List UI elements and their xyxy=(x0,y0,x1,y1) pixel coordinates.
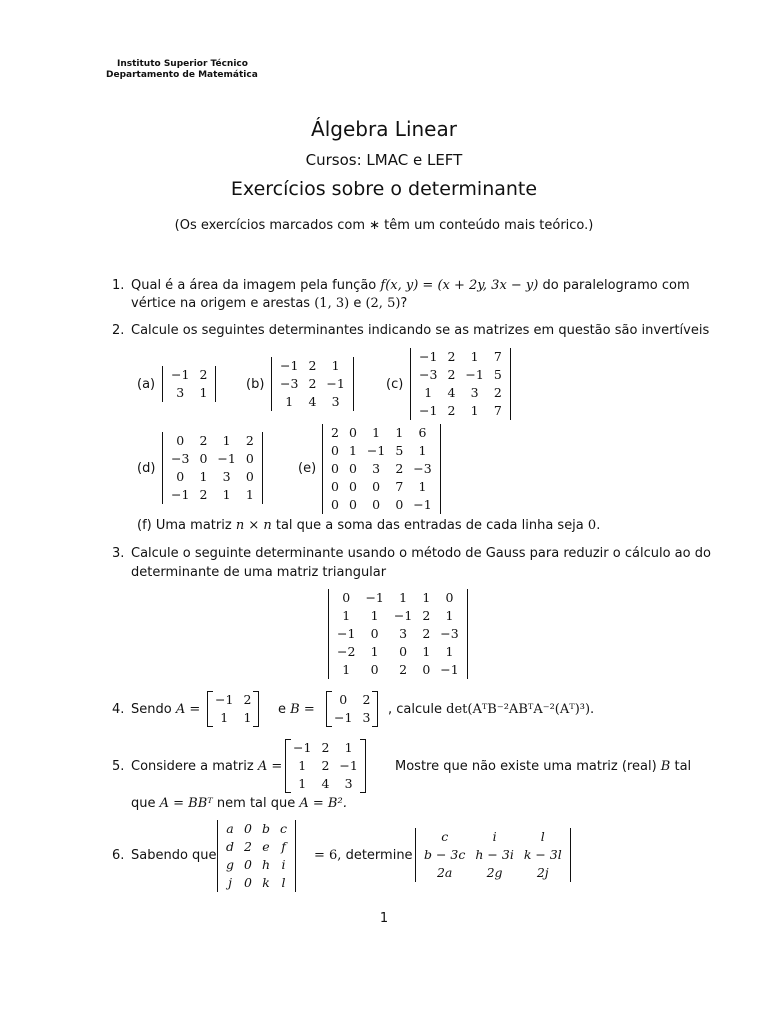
matrix-cell: 2 xyxy=(244,839,252,854)
matrix-e xyxy=(322,424,441,514)
f-math-1: n × n xyxy=(235,518,272,533)
matrix-cell: 2 xyxy=(422,608,431,623)
matrix-cell: 0 xyxy=(395,497,404,512)
department-name: Departamento de Matemática xyxy=(106,70,258,80)
exercise-3-line-1: Calcule o seguinte determinante usando o método de Gauss para reduzir o cálculo ao do xyxy=(131,546,711,561)
matrix-table xyxy=(275,357,350,411)
matrix-cell: −1 xyxy=(215,692,234,707)
ex4-text-1 xyxy=(131,702,200,717)
matrix-cell: 1 xyxy=(445,644,454,659)
page-title: Álgebra Linear xyxy=(311,117,457,141)
matrix-cell: 1 xyxy=(331,358,340,373)
matrix-cell: 0 xyxy=(244,857,252,872)
matrix-row xyxy=(332,643,464,661)
matrix-cell: 1 xyxy=(422,590,431,605)
matrix-row xyxy=(221,874,292,892)
matrix-delimiters xyxy=(285,739,366,793)
exercise-2-number: 2. xyxy=(112,323,125,338)
matrix-delimiters xyxy=(410,348,511,420)
matrix-table xyxy=(419,828,567,882)
ex5-tal: tal xyxy=(674,759,692,774)
matrix-cell: −3 xyxy=(280,376,299,391)
matrix-cell: 1 xyxy=(445,608,454,623)
matrix-cell: 1 xyxy=(222,433,231,448)
matrix-row xyxy=(288,775,363,793)
matrix-cell: 6 xyxy=(418,425,427,440)
matrix-row xyxy=(221,820,292,838)
matrix-cell: 2 xyxy=(321,740,330,755)
ex1-vector-2: (2, 5) xyxy=(365,296,401,311)
matrix-d xyxy=(162,432,263,504)
matrix-cell: l xyxy=(281,875,286,890)
ex4-calcule: , calcule xyxy=(388,702,442,717)
matrix-cell: b − 3c xyxy=(424,847,466,862)
label-f: (f) xyxy=(137,518,152,533)
matrix-row xyxy=(275,393,350,411)
matrix-row xyxy=(275,357,350,375)
matrix-table xyxy=(288,739,363,793)
ex1-vector-1: (1, 3) xyxy=(314,296,350,311)
matrix-cell: 0 xyxy=(244,821,252,836)
label-c: (c) xyxy=(386,377,404,392)
matrix-delimiters xyxy=(271,357,354,411)
label-d: (d) xyxy=(137,461,156,476)
matrix-cell: −1 xyxy=(419,403,438,418)
matrix-cell: 1 xyxy=(470,403,479,418)
matrix-cell: 0 xyxy=(176,469,185,484)
matrix-cell: 0 xyxy=(245,469,254,484)
matrix-cell: 1 xyxy=(342,662,351,677)
matrix-cell: 0 xyxy=(245,451,254,466)
matrix-cell: 1 xyxy=(395,425,404,440)
f-math-2: 0 xyxy=(587,518,597,533)
matrix-table xyxy=(329,691,375,727)
matrix-cell: 2 xyxy=(321,758,330,773)
matrix-cell: 2 xyxy=(308,376,317,391)
matrix-cell: 3 xyxy=(222,469,231,484)
matrix-table xyxy=(166,432,259,504)
matrix-cell: 1 xyxy=(370,608,379,623)
matrix-cell: −3 xyxy=(413,461,432,476)
matrix-cell: 1 xyxy=(344,740,353,755)
matrix-cell: 7 xyxy=(395,479,404,494)
page-number: 1 xyxy=(379,911,389,926)
matrix-cell: c xyxy=(441,829,449,844)
matrix-cell: k − 3l xyxy=(523,847,562,862)
matrix-row xyxy=(326,496,437,514)
label-a: (a) xyxy=(137,377,156,392)
ex1-function: f(x, y) = (x + 2y, 3x − y) xyxy=(380,278,539,293)
matrix-cell: 4 xyxy=(447,385,456,400)
matrix-row xyxy=(419,846,567,864)
matrix-cell: 7 xyxy=(493,403,502,418)
matrix-cell: 0 xyxy=(422,662,431,677)
matrix-row xyxy=(419,864,567,882)
ex4-expression: det(AᵀB⁻²ABᵀA⁻²(Aᵀ)³). xyxy=(446,702,595,717)
matrix-cell: 2 xyxy=(245,433,254,448)
label-e: (e) xyxy=(298,461,317,476)
matrix-cell: i xyxy=(492,829,497,844)
ex6-determine: determine xyxy=(345,848,413,863)
matrix-row xyxy=(221,838,292,856)
section-title: Exercícios sobre o determinante xyxy=(230,178,538,200)
matrix-b xyxy=(271,357,354,411)
ex5-que: que xyxy=(131,796,156,811)
matrix-cell: 1 xyxy=(199,385,208,400)
matrix-cell: 3 xyxy=(372,461,381,476)
matrix-cell: 2 xyxy=(395,461,404,476)
matrix-cell: −1 xyxy=(293,740,312,755)
matrix-cell: 1 xyxy=(370,644,379,659)
ex4-text-2 xyxy=(278,702,315,717)
matrix-cell: 2 xyxy=(243,692,252,707)
matrix-cell: 1 xyxy=(220,710,229,725)
matrix-cell: −1 xyxy=(217,451,236,466)
matrix-table xyxy=(326,424,437,514)
matrix-cell: 0 xyxy=(348,461,357,476)
matrix-cell: 2 xyxy=(308,358,317,373)
matrix-row xyxy=(275,375,350,393)
matrix-cell: 2 xyxy=(447,349,456,364)
f-text-3: . xyxy=(596,518,601,533)
matrix-cell: 2g xyxy=(486,865,503,880)
matrix-cell: 3 xyxy=(176,385,185,400)
matrix-cell: 4 xyxy=(321,776,330,791)
matrix-c xyxy=(410,348,511,420)
matrix-cell: 0 xyxy=(244,875,252,890)
matrix-cell: 1 xyxy=(342,608,351,623)
ex4-e: e xyxy=(278,702,286,717)
exercise-1-line-1 xyxy=(131,278,690,293)
matrix-cell: −1 xyxy=(337,626,356,641)
matrix-cell: 3 xyxy=(344,776,353,791)
matrix-cell: a xyxy=(226,821,234,836)
matrix-delimiters xyxy=(162,366,216,402)
matrix-row xyxy=(329,709,375,727)
matrix-row xyxy=(210,709,256,727)
matrix-cell: 1 xyxy=(399,590,408,605)
matrix-row xyxy=(332,661,464,679)
matrix-cell: −1 xyxy=(440,662,459,677)
exercise-5-number: 5. xyxy=(112,759,125,774)
matrix-cell: 3 xyxy=(331,394,340,409)
matrix-row xyxy=(326,478,437,496)
matrix-row xyxy=(414,402,507,420)
matrix-table xyxy=(166,366,212,402)
matrix-cell: 2 xyxy=(199,487,208,502)
matrix-ex6-2 xyxy=(415,828,571,882)
matrix-row xyxy=(332,589,464,607)
matrix-row xyxy=(166,432,259,450)
matrix-cell: 0 xyxy=(445,590,454,605)
matrix-ex4-b xyxy=(326,691,378,727)
matrix-table xyxy=(414,348,507,420)
matrix-cell: h − 3i xyxy=(475,847,514,862)
matrix-cell: c xyxy=(280,821,288,836)
matrix-cell: −1 xyxy=(419,349,438,364)
matrix-cell: 0 xyxy=(331,497,339,512)
ex5-b: B xyxy=(660,759,671,774)
ex4-sendo: Sendo xyxy=(131,702,172,717)
matrix-delimiters xyxy=(207,691,259,727)
matrix-cell: −3 xyxy=(171,451,190,466)
matrix-cell: 1 xyxy=(298,776,307,791)
matrix-cell: 3 xyxy=(362,710,371,725)
matrix-cell: 0 xyxy=(348,425,357,440)
matrix-row xyxy=(166,468,259,486)
matrix-cell: −1 xyxy=(366,443,386,458)
matrix-cell: 3 xyxy=(399,626,408,641)
matrix-cell: 0 xyxy=(370,662,379,677)
matrix-table xyxy=(210,691,256,727)
matrix-cell: 2 xyxy=(493,385,502,400)
matrix-cell: 7 xyxy=(493,349,502,364)
ex4-b-eq: B = xyxy=(290,702,315,717)
matrix-cell: g xyxy=(226,857,235,872)
matrix-cell: −1 xyxy=(171,367,190,382)
matrix-row xyxy=(166,450,259,468)
matrix-delimiters xyxy=(322,424,441,514)
matrix-table xyxy=(221,820,292,892)
matrix-cell: 2 xyxy=(331,425,339,440)
institute-name: Instituto Superior Técnico xyxy=(117,59,248,69)
matrix-row xyxy=(326,424,437,442)
matrix-cell: −1 xyxy=(365,590,384,605)
label-b: (b) xyxy=(246,377,265,392)
matrix-cell: 1 xyxy=(243,710,252,725)
matrix-row xyxy=(288,739,363,757)
matrix-cell: 1 xyxy=(285,394,294,409)
matrix-cell: 2 xyxy=(199,433,208,448)
exercise-1-line-2 xyxy=(131,296,407,311)
matrix-cell: 2a xyxy=(436,865,453,880)
ex4-text-3 xyxy=(388,702,594,717)
matrix-cell: 1 xyxy=(245,487,254,502)
ex5-eq-1: A = BBᵀ xyxy=(159,796,213,811)
matrix-ex3 xyxy=(328,589,468,679)
f-text-1: Uma matriz xyxy=(155,518,232,533)
matrix-ex6-1 xyxy=(217,820,296,892)
matrix-cell: 0 xyxy=(342,590,351,605)
matrix-ex4-a xyxy=(207,691,259,727)
ex5-eq-2: A = B². xyxy=(299,796,347,811)
ex5-mostre: Mostre que não existe uma matriz (real) xyxy=(395,759,657,774)
ex5-line-2 xyxy=(131,796,347,811)
matrix-cell: b xyxy=(261,821,270,836)
matrix-cell: d xyxy=(226,839,235,854)
matrix-cell: 1 xyxy=(424,385,433,400)
ex4-a-eq: A = xyxy=(175,702,201,717)
ex5-a-eq: A = xyxy=(257,759,283,774)
matrix-cell: −3 xyxy=(440,626,459,641)
matrix-delimiters xyxy=(415,828,571,882)
ex1-text-1: Qual é a área da imagem pela função xyxy=(131,278,377,293)
ex5-considere: Considere a matriz xyxy=(131,759,254,774)
matrix-cell: 2 xyxy=(447,367,456,382)
matrix-table xyxy=(332,589,464,679)
ex5-text-1 xyxy=(131,759,282,774)
matrix-row xyxy=(326,442,437,460)
matrix-cell: 0 xyxy=(348,479,357,494)
matrix-row xyxy=(221,856,292,874)
ex6-eq: = 6, xyxy=(314,848,342,863)
f-text-2: tal que a soma das entradas de cada linha seja xyxy=(275,518,584,533)
ex6-text-2 xyxy=(314,848,413,863)
matrix-cell: 0 xyxy=(331,479,339,494)
matrix-cell: 1 xyxy=(348,443,357,458)
matrix-cell: h xyxy=(261,857,271,872)
matrix-row xyxy=(288,757,363,775)
ex6-text-1: Sabendo que xyxy=(131,848,217,863)
matrix-ex5 xyxy=(285,739,366,793)
ex1-text-5: ? xyxy=(400,296,408,311)
matrix-cell: 0 xyxy=(372,497,381,512)
matrix-cell: −1 xyxy=(413,497,432,512)
matrix-row xyxy=(166,486,259,504)
matrix-cell: 2 xyxy=(422,626,431,641)
matrix-cell: 1 xyxy=(470,349,479,364)
matrix-cell: 0 xyxy=(372,479,381,494)
matrix-cell: 4 xyxy=(308,394,317,409)
matrix-cell: 0 xyxy=(331,461,339,476)
matrix-cell: 1 xyxy=(418,479,427,494)
matrix-cell: −1 xyxy=(280,358,299,373)
matrix-cell: 0 xyxy=(348,497,357,512)
ex1-text-4: e xyxy=(353,296,362,311)
theory-note: (Os exercícios marcados com ∗ têm um conteúdo mais teórico.) xyxy=(174,218,594,233)
matrix-row xyxy=(419,828,567,846)
matrix-row xyxy=(414,384,507,402)
courses-subtitle: Cursos: LMAC e LEFT xyxy=(305,151,463,169)
matrix-cell: −1 xyxy=(171,487,190,502)
matrix-delimiters xyxy=(162,432,263,504)
matrix-row xyxy=(332,607,464,625)
matrix-delimiters xyxy=(217,820,296,892)
matrix-row xyxy=(166,384,212,402)
matrix-row xyxy=(332,625,464,643)
matrix-cell: l xyxy=(540,829,545,844)
matrix-delimiters xyxy=(326,691,378,727)
matrix-row xyxy=(166,366,212,384)
matrix-cell: 0 xyxy=(339,692,348,707)
ex5-text-2 xyxy=(395,759,691,774)
matrix-cell: −1 xyxy=(465,367,484,382)
matrix-cell: k xyxy=(262,875,270,890)
matrix-cell: 0 xyxy=(331,443,339,458)
matrix-row xyxy=(414,348,507,366)
matrix-cell: −1 xyxy=(339,758,358,773)
exercise-3-line-2: determinante de uma matriz triangular xyxy=(131,565,387,580)
matrix-cell: 1 xyxy=(422,644,431,659)
exercise-2-text: Calcule os seguintes determinantes indicando se as matrizes em questão são invertíveis xyxy=(131,323,710,338)
matrix-cell: −2 xyxy=(337,644,356,659)
item-f xyxy=(137,518,600,533)
matrix-a xyxy=(162,366,216,402)
exercise-6-number: 6. xyxy=(112,848,125,863)
matrix-cell: −1 xyxy=(393,608,413,623)
matrix-cell: 2 xyxy=(362,692,371,707)
matrix-cell: 1 xyxy=(298,758,307,773)
matrix-cell: 2 xyxy=(199,367,208,382)
matrix-cell: j xyxy=(228,875,232,890)
matrix-cell: 5 xyxy=(493,367,502,382)
matrix-cell: 1 xyxy=(199,469,208,484)
matrix-delimiters xyxy=(328,589,468,679)
matrix-cell: −3 xyxy=(419,367,438,382)
matrix-cell: 2 xyxy=(447,403,456,418)
matrix-cell: 2 xyxy=(399,662,408,677)
ex5-nem: nem tal que xyxy=(216,796,296,811)
ex1-text-2: do paralelogramo com xyxy=(542,278,690,293)
matrix-cell: e xyxy=(262,839,270,854)
matrix-cell: 1 xyxy=(372,425,381,440)
matrix-cell: 5 xyxy=(395,443,404,458)
matrix-cell: 2j xyxy=(536,865,549,880)
matrix-cell: 0 xyxy=(176,433,185,448)
exercise-1-number: 1. xyxy=(112,278,125,293)
exercise-3-number: 3. xyxy=(112,546,125,561)
matrix-cell: 0 xyxy=(370,626,379,641)
matrix-cell: 3 xyxy=(470,385,479,400)
matrix-row xyxy=(326,460,437,478)
matrix-row xyxy=(210,691,256,709)
exercise-4-number: 4. xyxy=(112,702,125,717)
matrix-cell: 0 xyxy=(399,644,408,659)
matrix-row xyxy=(414,366,507,384)
matrix-cell: 1 xyxy=(222,487,231,502)
matrix-cell: −1 xyxy=(334,710,353,725)
matrix-cell: 1 xyxy=(418,443,427,458)
matrix-cell: i xyxy=(281,857,286,872)
matrix-row xyxy=(329,691,375,709)
matrix-cell: f xyxy=(281,839,286,854)
matrix-cell: −1 xyxy=(326,376,345,391)
ex1-text-3: vértice na origem e arestas xyxy=(131,296,311,311)
matrix-cell: 0 xyxy=(199,451,208,466)
